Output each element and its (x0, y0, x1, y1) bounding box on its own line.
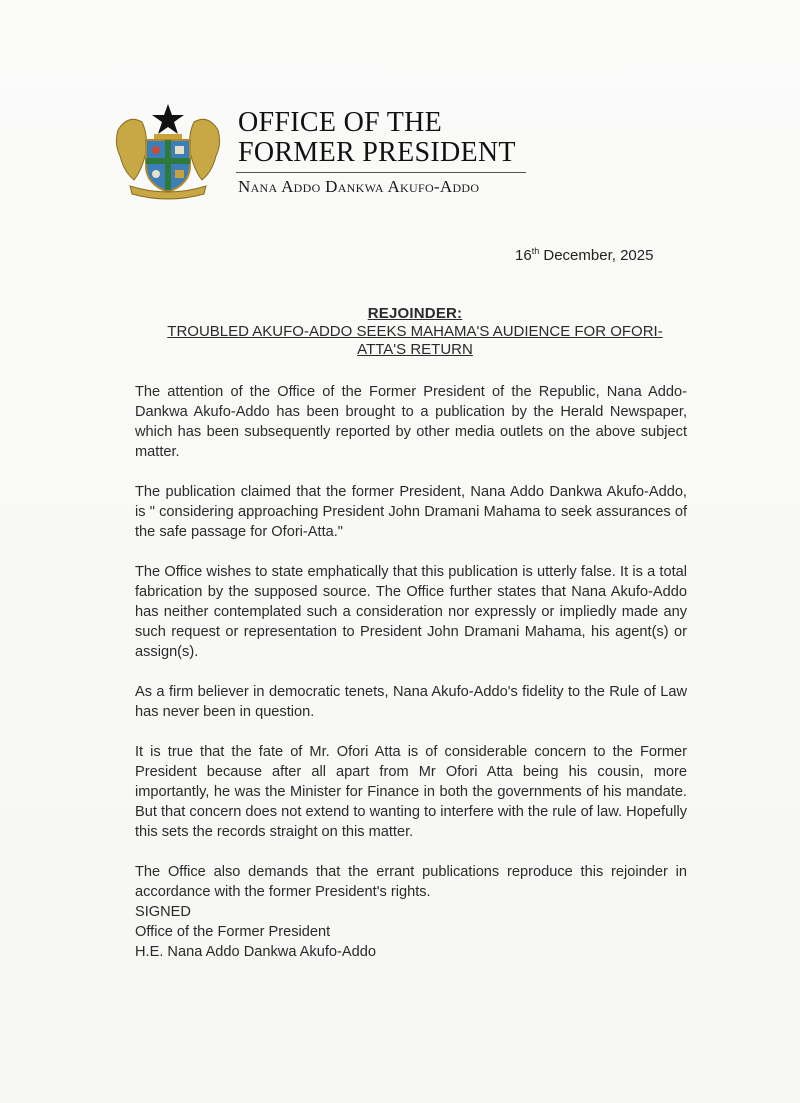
signature-office: Office of the Former President (135, 924, 331, 940)
document-date (515, 246, 653, 264)
letterhead-divider (236, 172, 526, 173)
signature-block (135, 902, 376, 962)
letterhead-title-line2: FORMER PRESIDENT (238, 137, 516, 168)
body-paragraph: As a firm believer in democratic tenets, Nana Akufo-Addo's fidelity to the Rule of Law has never been in question. (135, 684, 687, 720)
date-rest: December, 2025 (539, 247, 654, 264)
letterhead-title (238, 108, 516, 168)
heading-subject: TROUBLED AKUFO-ADDO SEEKS MAHAMA'S AUDIENCE FOR OFORI-ATTA'S RETURN (167, 323, 663, 358)
letterhead (108, 100, 568, 210)
signature-signed: SIGNED (135, 904, 191, 920)
letterhead-name: Nana Addo Dankwa Akufo-Addo (238, 177, 480, 196)
letterhead-title-line1: OFFICE OF THE (238, 107, 443, 138)
signature-name: H.E. Nana Addo Dankwa Akufo-Addo (135, 944, 376, 960)
document-body (135, 382, 687, 922)
date-suffix: th (531, 246, 540, 256)
heading-label: REJOINDER: (367, 305, 463, 322)
body-paragraph: It is true that the fate of Mr. Ofori Atta is of considerable concern to the Former President because after all apart from Mr Ofori Atta being his cousin, more importantly, he was the Minister for Finance in both the governments of his mandate. But that concern does not extend to wanting to interfere with the rule of law. Hopefully this sets the records straight on this matter. (135, 744, 687, 840)
ghana-coat-of-arms-icon (108, 100, 228, 200)
body-paragraph: The Office also demands that the errant publications reproduce this rejoinder in accordance with the former President's rights. (135, 864, 687, 900)
body-paragraph: The publication claimed that the former President, Nana Addo Dankwa Akufo-Addo, is " considering approaching President John Dramani Mahama to seek assurances of the safe passage for Ofori-Atta." (135, 484, 687, 540)
date-day: 16 (515, 247, 532, 264)
document-heading (110, 305, 720, 359)
body-paragraph: The attention of the Office of the Former President of the Republic, Nana Addo-Dankwa Akufo-Addo has been brought to a publication by the Herald Newspaper, which has been subsequently reported by other media outlets on the above subject matter. (135, 384, 687, 460)
body-paragraph: The Office wishes to state emphatically that this publication is utterly false. It is a total fabrication by the supposed source. The Office further states that Nana Akufo-Addo has neither contemplated such a consideration nor expressly or impliedly made any such request or representation to President John Dramani Mahama, his agent(s) or assign(s). (135, 564, 687, 660)
